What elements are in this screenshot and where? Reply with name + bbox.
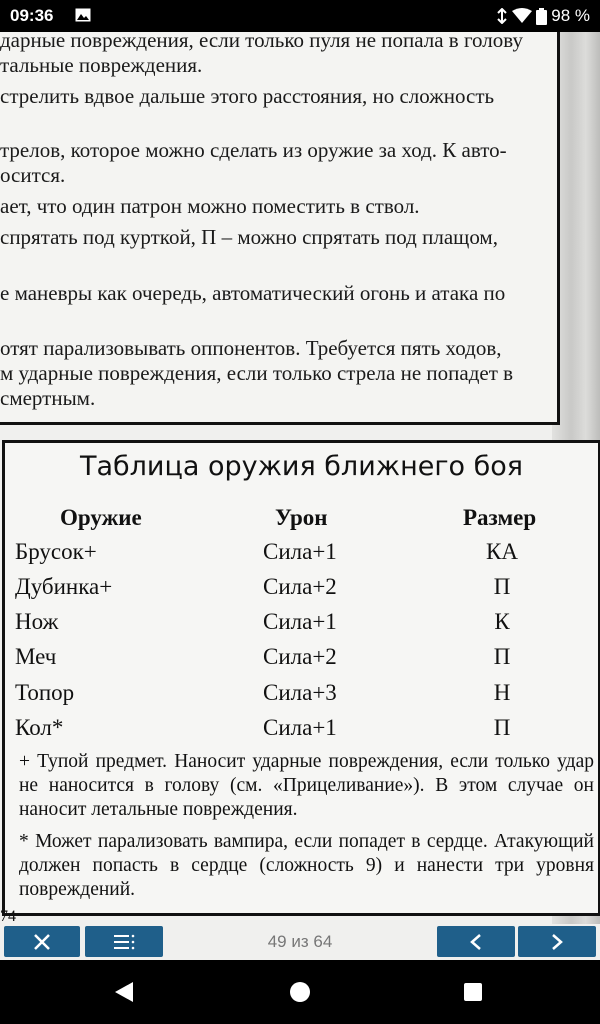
footnote-stake: * Может парализовать вампира, если попадет в сердце. Атакующий должен попасть в сердце (сложность 9) и нанести три уровня повреждений. — [19, 831, 594, 900]
row-size: П — [493, 715, 511, 740]
row-weapon: Брусок+ — [15, 539, 97, 564]
table-title: Таблица оружия ближнего боя — [79, 451, 524, 482]
melee-weapons-table — [2, 440, 600, 916]
chevron-right-icon — [550, 933, 564, 951]
page-number-fragment: 74 — [0, 908, 16, 924]
text-line: тальные повреждения. — [0, 53, 203, 77]
row-damage: Сила+1 — [263, 539, 337, 564]
home-icon[interactable] — [289, 981, 311, 1003]
vibrate-icon — [496, 8, 508, 24]
battery-percent: 98 % — [551, 6, 590, 25]
text-line: м ударные повреждения, если только стрела не попадет в — [0, 361, 514, 385]
back-icon[interactable] — [113, 980, 135, 1004]
wifi-icon — [512, 8, 532, 24]
text-line: дарные повреждения, если только пуля не попала в голову — [0, 32, 523, 52]
header-weapon: Оружие — [60, 505, 142, 530]
upper-text-box — [0, 32, 560, 425]
reader-toolbar — [0, 924, 600, 960]
text-line: ает, что один патрон можно поместить в ствол. — [0, 194, 420, 218]
chevron-left-icon — [469, 933, 483, 951]
gallery-notification-icon — [75, 8, 91, 22]
row-damage: Сила+1 — [263, 609, 337, 634]
text-line: спрятать под курткой, П – можно спрятать под плащом, — [0, 225, 498, 249]
row-damage: Сила+3 — [263, 680, 337, 705]
row-weapon: Нож — [15, 609, 59, 634]
footnote-blunt: + Тупой предмет. Наносит ударные повреждения, если только удар не наносится в голову (см. «Прицеливание»). В этом случае он наносит летальные повреждения. — [19, 751, 594, 820]
text-line: трелов, которое можно сделать из оружие за ход. К авто- — [0, 138, 507, 162]
status-bar — [0, 0, 600, 32]
text-line: смертным. — [0, 386, 96, 410]
row-size: П — [493, 644, 511, 669]
row-weapon: Кол* — [15, 715, 64, 740]
row-size: КА — [486, 539, 518, 564]
text-line: осится. — [0, 163, 66, 187]
row-size: Н — [493, 680, 511, 705]
battery-icon — [536, 8, 547, 25]
row-weapon: Меч — [15, 644, 57, 669]
page-indicator: 49 из 64 — [267, 932, 333, 951]
recents-icon[interactable] — [463, 982, 483, 1002]
row-weapon: Топор — [15, 680, 75, 705]
row-damage: Сила+2 — [263, 644, 337, 669]
system-nav-bar — [0, 960, 600, 1024]
header-damage: Урон — [275, 505, 328, 530]
row-weapon: Дубинка+ — [15, 574, 113, 599]
row-size: К — [494, 609, 510, 634]
text-line: стрелить вдвое дальше этого расстояния, но сложность — [0, 84, 495, 108]
text-line: е маневры как очередь, автоматический огонь и атака по — [0, 281, 506, 305]
row-size: П — [493, 574, 511, 599]
header-size: Размер — [463, 505, 537, 530]
next-page-button[interactable] — [518, 926, 596, 957]
document-page[interactable] — [0, 32, 600, 924]
row-damage: Сила+2 — [263, 574, 337, 599]
prev-page-button[interactable] — [437, 926, 515, 957]
row-damage: Сила+1 — [263, 715, 337, 740]
text-line: отят парализовывать оппонентов. Требуется пять ходов, — [0, 336, 502, 360]
status-time: 09:36 — [10, 6, 54, 25]
